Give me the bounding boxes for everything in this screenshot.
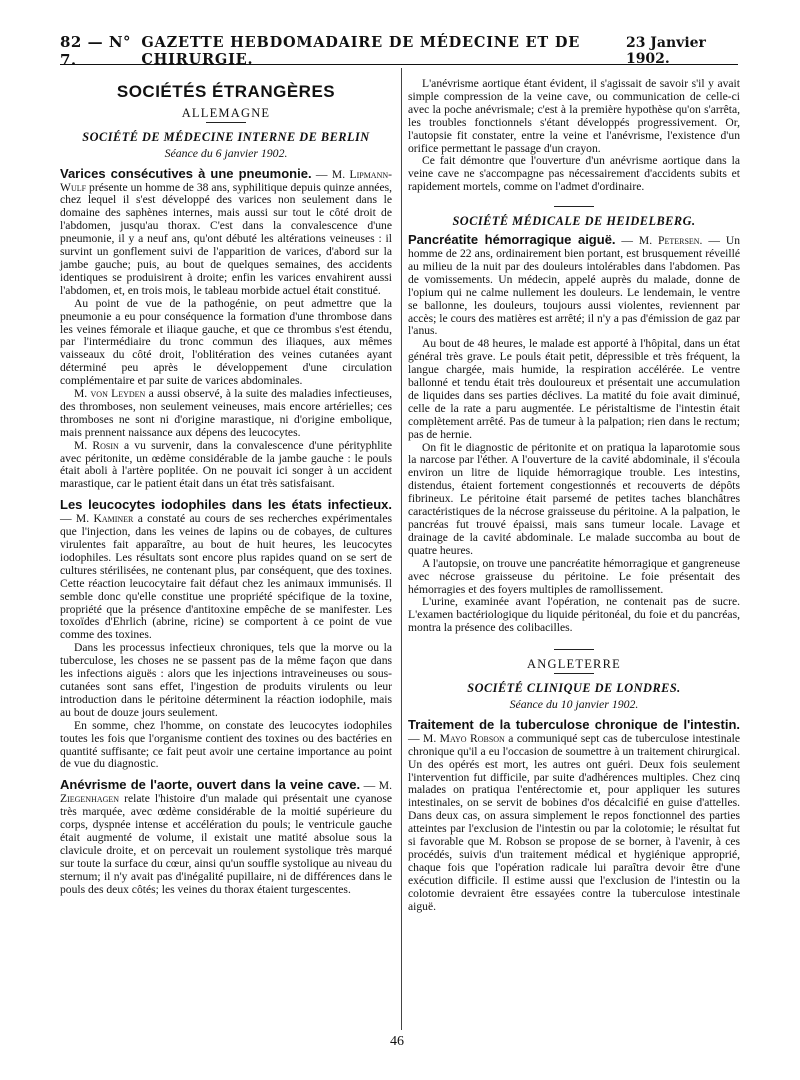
paragraph: L'urine, examinée avant l'opération, ne contenait pas de sucre. L'examen bactériologique du liquide péritonéal, du foie et du pancréas, montra la présence des colibacilles.	[408, 595, 740, 635]
running-header	[60, 33, 738, 69]
article-pancreatite	[408, 234, 740, 338]
author-mayo-robson: Mayo Robson	[439, 731, 505, 745]
short-rule	[554, 673, 594, 674]
author-petersen: Petersen.	[658, 234, 703, 248]
short-rule	[554, 649, 594, 650]
paragraph-text: a constaté au cours de ses recherches expérimentales que l'injection, dans les veines de lapins ou de cobayes, de cultures virulentes fait apparaître, au bout de huit heures, les leucocytes iodophiles. Les résultats sont encore plus rapides quand on se sert de cultures stérilisées, ne contenant plus, par conséquent, que des toxines. Cette réaction leucocytaire fait défaut chez les animaux immunisés. Il semble donc qu'elle constitue une propriété spécifique de la toxine, propriété que la présence d'antitoxine empêche de se manifester. Les toxoïdes d'Ehrlich (abrine, ricine) se comportent à ce point de vue comme des toxines.	[60, 512, 392, 642]
country-heading-england: ANGLETERRE	[527, 657, 621, 672]
article-leucocytes	[60, 499, 392, 642]
article-title-varices: Varices consécutives à une pneumonie.	[60, 165, 312, 181]
author-rosin: Rosin	[92, 438, 119, 452]
author-kaminer: Kaminer	[93, 512, 134, 526]
dash: — M.	[311, 167, 350, 181]
paragraph	[60, 440, 392, 492]
article-title-pancreatite: Pancréatite hémorragique aiguë.	[408, 232, 616, 248]
article-title-tuberculose: Traitement de la tuberculose chronique de l'intestin.	[408, 716, 740, 732]
paragraph: Ce fait démontre que l'ouverture d'un anévrisme aortique dans la veine cave ne s'accompagne pas nécessairement d'accidents subits et rapidement mortels, comme on l'admet d'ordinaire.	[408, 154, 740, 194]
paragraph: Au point de vue de la pathogénie, on peut admettre que la pneumonie a eu pour conséquence la formation d'une thrombose dans les veines fémorale et iliaque gauche, et que ce thrombus s'est étendu, par l'intermédiaire du tronc commun des iliaques, aux mêmes vaisseaux du côté droit, l'oblitération des veines cutanées ayant déterminé peu après le développement d'une circulation complémentaire et par suite de varices abdominales.	[60, 296, 392, 388]
paragraph-text: présente un homme de 38 ans, syphilitique depuis quinze années, chez lequel il s'est développé des varices non seulement dans le domaine des saphènes internes, mais aussi sur tout le côté droit de l'abdomen, jusqu'au thorax. C'est dans la convalescence d'une pneumonie, il y a neuf ans, qu'ont débuté les altérations veineuses : il survint un gonflement suivi de l'apparition de varices, d'abord sur la jambe gauche; puis, au bout de quelques semaines, des accidents identiques se produisirent à droite; enfin les varices envahirent aussi l'abdomen, et, en trois mois, le tableau morbide actuel était constitué.	[60, 180, 392, 297]
paragraph-text: relate l'histoire d'un malade qui présentait une cyanose très marquée, avec œdème considérable de la moitié supérieure du corps, dyspnée intense et accélération du pouls; le ventricule gauche était augmenté de volume, il existait une matité absolue sous la clavicule droite, et on percevait un roulement systolique très marqué sur toute la surface du cœur, ainsi qu'un souffle systolique au niveau du sternum; il n'y avait pas d'inégalité pupillaire, ni de différences dans le pouls des deux côtés; les veines du thorax étaient turgescentes.	[60, 792, 392, 896]
paragraph: En somme, chez l'homme, on constate des leucocytes iodophiles toutes les fois que l'organisme contient des toxines ou des bactéries en quantité suffisante; ce fait peut avoir une certaine importance au point de vue du diagnostic.	[60, 718, 392, 771]
article-title-anevrisme: Anévrisme de l'aorte, ouvert dans la veine cave.	[60, 777, 361, 793]
right-column	[408, 78, 740, 913]
author-ziegenhagen: Ziegenhagen	[60, 792, 120, 806]
article-title-leucocytes: Les leucocytes iodophiles dans les états infectieux.	[60, 497, 392, 513]
paragraph	[60, 388, 392, 440]
article-varices	[60, 165, 393, 298]
paragraph-text: a vu survenir, dans la convalescence d'une pérityphlite avec péritonite, un œdème considérable de la jambe gauche : le pouls était aboli à l'artère poplitée. On ne pouvait ici songer à un accident marastique, car le patient était dans un état très satisfaisant.	[60, 438, 393, 491]
short-rule	[206, 122, 246, 123]
paragraph-text: a communiqué sept cas de tuberculose intestinale chronique qu'il a eu l'occasion de soumettre à un traitement chirurgical. Un des opérés est mort, les autres ont guéri. Deux fois seulement l'intervention fut difficile, par suite d'adhérences multiples. Chez cinq malades on pratiqua l'entérectomie et, pour appliquer les sutures intestinales, on se servit de bobines d'os décalcifié en guise d'attelles. Dans deux cas, on assura simplement le repos fonctionnel des parties atteintes par l'exclusion de l'intestin ou par la colotomie; le résultat fut si favorable que M. Robson se propose de se borner, à l'avenir, à ces procédés, suivis d'un traitement médical et hygiénique approprié, chaque fois que l'opération radicale lui paraîtra devoir être d'une exécution difficile. Il estime aussi que l'exclusion de l'intestin ou la colotomie devraient être essayées contre la tuberculose intestinale aiguë.	[408, 731, 740, 913]
paragraph-text: — Un homme de 22 ans, ordinairement bien portant, est brusquement réveillé au milieu de la nuit par des douleurs intolérables dans l'abdomen. Pas de vomissements. Un médecin, appelé auprès du malade, donne de l'opium qui ne calme nullement les douleurs. Le lendemain, le ventre se ballonne, les douleurs, toujours aussi violentes, reviennent par accès; le cours des matières est arrêté; il n'y a pas d'émission de gaz par l'anus.	[408, 234, 740, 338]
left-column	[60, 78, 392, 896]
journal-title: GAZETTE HEBDOMADAIRE DE MÉDECINE ET DE CHIRURGIE.	[141, 34, 581, 68]
country-heading-germany: ALLEMAGNE	[181, 105, 271, 120]
seance-date-berlin: Séance du 6 janvier 1902.	[164, 145, 288, 160]
dash: — M.	[60, 512, 94, 526]
paragraph: L'anévrisme aortique étant évident, il s'agissait de savoir s'il y avait simple compression de la veine cave, ou communication de celle-ci avec la poche anévrismale; c'est à la première hypothèse qu'on s'arrêta, les troubles fonctionnels s'étant développés progressivement. Or, l'autopsie fit constater, entre la veine et l'anévrisme, l'existence d'un orifice permettant le passage d'un crayon.	[408, 77, 740, 155]
paragraph: Dans les processus infectieux chroniques, tels que la morve ou la tuberculose, les choses ne se passent pas de la même façon que dans les infections aiguës : alors que les injections intraveineuses ou sous-cutanées sont sans effet, l'ingestion de produits virulents ou leur introduction dans le péritoine déterminent la réaction iodophile, mais au bout de douze jours seulement.	[60, 641, 392, 719]
paragraph: On fit le diagnostic de péritonite et on pratiqua la laparotomie sous la narcose par l'éther. A l'ouverture de la cavité abdominale, il s'écoula environ un litre de liquide hémorragique trouble. Les intestins, distendus, étaient fortement congestionnés et recouverts de dépôts fibrineux. Le péritoine était parsemé de petites taches blanchâtres caractéristiques de la nécrose graisseuse du péritoine. A la palpation, le pancréas fut trouvé épaissi, mais sans tumeur locale. Lavage et drainage de la cavité abdominale. Le malade succomba au bout de quatre heures.	[408, 440, 740, 557]
article-tuberculose	[408, 716, 740, 914]
author-lipmann-wulf: Lipmann-Wulf	[60, 167, 393, 194]
dash: — M.	[408, 731, 440, 745]
header-rule	[60, 64, 738, 65]
page-issue-number: 82 — N° 7.	[60, 33, 132, 69]
paragraph: A l'autopsie, on trouve une pancréatite hémorragique et gangreneuse avec nécrose graisseuse du péritoine. Le foie présentait des hémorragies et des foyers multiples de ramollissement.	[408, 556, 740, 596]
issue-date: 23 Janvier 1902.	[625, 35, 706, 67]
page-number: 46	[390, 1034, 404, 1049]
dash: — M.	[615, 234, 658, 248]
dash: — M.	[360, 779, 392, 793]
society-heading-heidelberg: SOCIÉTÉ MÉDICALE DE HEIDELBERG.	[452, 214, 696, 229]
seance-date-london: Séance du 10 janvier 1902.	[509, 696, 639, 711]
article-anevrisme	[60, 779, 392, 896]
society-heading-berlin: SOCIÉTÉ DE MÉDECINE INTERNE DE BERLIN	[82, 129, 370, 144]
author-von-leyden: von Leyden	[90, 387, 146, 401]
column-divider	[401, 68, 402, 1030]
paragraph-prefix: M.	[74, 387, 91, 401]
paragraph-prefix: M.	[74, 438, 93, 452]
paragraph: Au bout de 48 heures, le malade est apporté à l'hôpital, dans un état général très grave. Le pouls était petit, dépressible et très fréquent, la langue chargée, mais humide, la respiration accélérée. Le ventre ballonné et tendu était très douloureux et présentait une accumulation de liquides dans ses parties déclives. La matité du foie avait diminué, celle de la rate a paru augmentée. Le péristaltisme de l'intestin était complètement arrêté. Pas de tumeur à la palpation; rien dans le rectum; pas de hernie.	[408, 337, 740, 441]
paragraph-text: a aussi observé, à la suite des maladies infectieuses, des thromboses, non seulement veineuses, mais encore artérielles; ces thromboses ne sont ni d'origine marastique, ni d'origine embolique, mais prennent naissance aux dépens des leucocytes.	[60, 387, 393, 439]
section-heading: SOCIÉTÉS ÉTRANGÈRES	[116, 82, 336, 101]
society-heading-london: SOCIÉTÉ CLINIQUE DE LONDRES.	[467, 681, 681, 696]
short-rule	[554, 206, 594, 207]
